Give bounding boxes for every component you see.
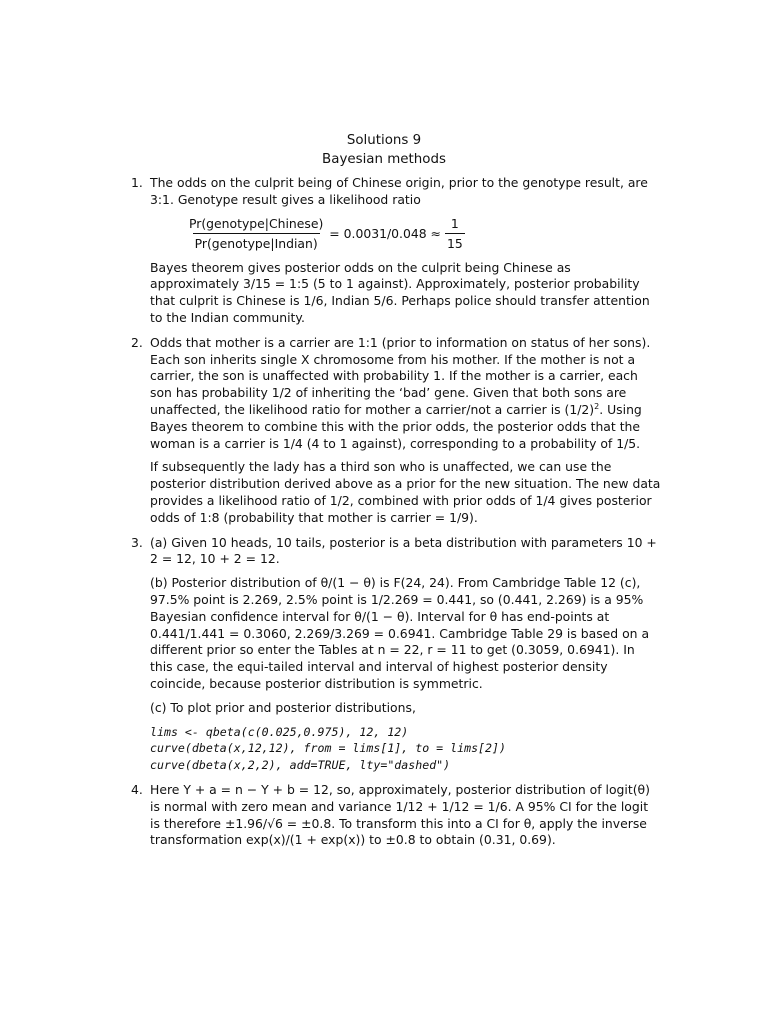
solution-2	[131, 335, 661, 527]
likelihood-fraction	[187, 216, 325, 251]
formula-middle: = 0.0031/0.048 ≈	[329, 225, 441, 241]
code-line: lims <- qbeta(c(0.025,0.975), 12, 12)	[150, 724, 409, 739]
p1-text: Odds that mother is a carrier are 1:1 (prior to information on status of her sons). Each son inherits single X chromosome from his mother. If the mother is not a carrier, the son is unaffected with probability 1. If the mother is a carrier, each son has probability 1/2 of inheriting the ‘bad’ gene. Given that both sons are unaffected, the likelihood ratio for mother a carrier/not a carrier is (1/2)	[150, 334, 651, 417]
solution-2-paragraph-1	[150, 335, 661, 453]
solution-3-part-c: (c) To plot prior and posterior distributions,	[150, 699, 416, 715]
solution-4	[131, 782, 661, 849]
r-code-block	[150, 724, 661, 774]
solutions-list	[131, 175, 661, 857]
result-denominator: 15	[445, 233, 465, 251]
fraction-denominator: Pr(genotype|Indian)	[193, 233, 320, 251]
solution-1	[131, 175, 661, 327]
title-line-2: Bayesian methods	[322, 152, 446, 167]
item-number: 4.	[131, 781, 143, 797]
document-title	[0, 131, 768, 169]
solution-1-intro: The odds on the culprit being of Chinese origin, prior to the genotype result, are 3:1. Genotype result gives a likelihood ratio	[150, 175, 648, 207]
exponent: 2	[594, 401, 600, 411]
solution-2-paragraph-2: If subsequently the lady has a third son who is unaffected, we can use the posterior distribution derived above as a prior for the new situation. The new data provides a likelihood ratio of 1/2, combined with prior odds of 1/4 gives posterior odds of 1:8 (probability that mother is carrier = 1/9).	[150, 459, 661, 525]
p1-text-continued: . Using Bayes theorem to combine this with the prior odds, the posterior odds that the woman is a carrier is 1/4 (4 to 1 against), corresponding to a probability of 1/5.	[150, 401, 642, 451]
solution-3-part-b: (b) Posterior distribution of θ/(1 − θ) is F(24, 24). From Cambridge Table 12 (c), 97.5% point is 2.269, 2.5% point is 1/2.269 = 0.441, so (0.441, 2.269) is a 95% Bayesian confidence interval for θ/(1 − θ). Interval for θ has end-points at 0.441/1.441 = 0.3060, 2.269/3.269 = 0.6941. Cambridge Table 29 is based on a different prior so enter the Tables at n = 22, r = 11 to get (0.3059, 0.6941). In this case, the equi-tailed interval and interval of highest posterior density coincide, because posterior distribution is symmetric.	[150, 575, 650, 691]
title-line-1: Solutions 9	[346, 133, 422, 148]
item-number: 2.	[131, 334, 143, 350]
solution-4-paragraph: Here Y + a = n − Y + b = 12, so, approximately, posterior distribution of logit(θ) is normal with zero mean and variance 1/12 + 1/12 = 1/6. A 95% CI for the logit is therefore ±1.96/√6 = ±0.8. To transform this into a CI for θ, apply the inverse transformation exp(x)/(1 + exp(x)) to ±0.8 to obtain (0.31, 0.69).	[150, 781, 650, 848]
code-line: curve(dbeta(x,12,12), from = lims[1], to = lims[2])	[150, 741, 506, 756]
code-line: curve(dbeta(x,2,2), add=TRUE, lty="dashed")	[150, 758, 451, 773]
likelihood-ratio-formula	[187, 216, 661, 251]
result-fraction	[445, 216, 465, 251]
fraction-numerator: Pr(genotype|Chinese)	[189, 215, 324, 231]
solution-1-paragraph: Bayes theorem gives posterior odds on the culprit being Chinese as approximately 3/15 = 1:5 (5 to 1 against). Approximately, posterior probability that culprit is Chinese is 1/6, Indian 5/6. Perhaps police should transfer attention to the Indian community.	[150, 259, 650, 325]
solution-3-part-a: (a) Given 10 heads, 10 tails, posterior is a beta distribution with parameters 10 + 2 = 12, 10 + 2 = 12.	[150, 534, 657, 567]
result-numerator: 1	[450, 215, 459, 231]
item-number: 1.	[131, 175, 143, 190]
solution-3	[131, 535, 661, 774]
item-number: 3.	[131, 534, 143, 550]
